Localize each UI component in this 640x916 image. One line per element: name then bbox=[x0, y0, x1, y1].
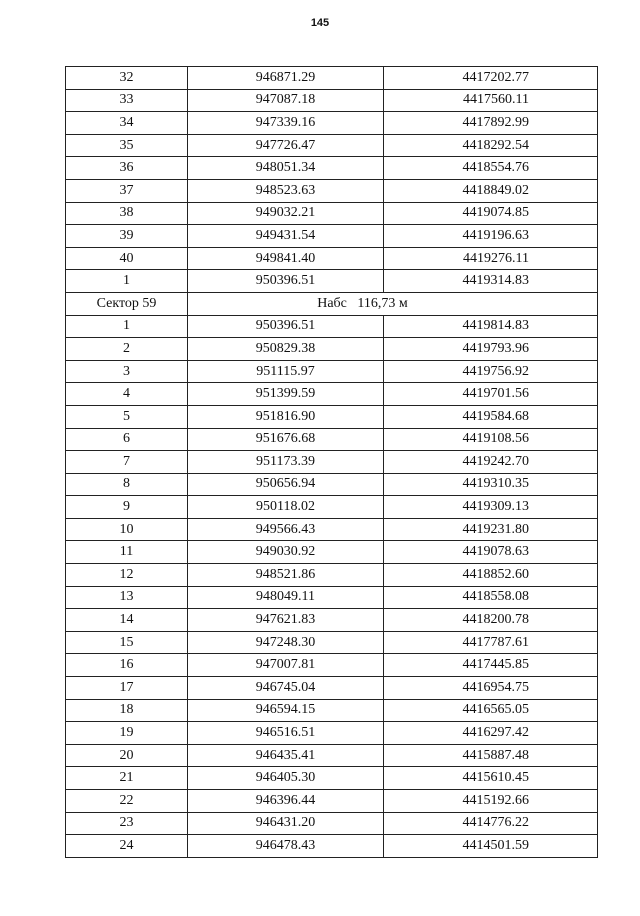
point-number: 13 bbox=[66, 586, 188, 609]
point-number: 39 bbox=[66, 225, 188, 248]
table-row bbox=[66, 699, 598, 722]
y-coordinate: 4419242.70 bbox=[384, 451, 598, 474]
x-coordinate: 948523.63 bbox=[188, 179, 384, 202]
table-row bbox=[66, 225, 598, 248]
y-coordinate: 4414776.22 bbox=[384, 812, 598, 835]
table-row bbox=[66, 67, 598, 90]
point-number: 18 bbox=[66, 699, 188, 722]
x-coordinate: 946396.44 bbox=[188, 790, 384, 813]
table-row bbox=[66, 767, 598, 790]
y-coordinate: 4419814.83 bbox=[384, 315, 598, 338]
x-coordinate: 951173.39 bbox=[188, 451, 384, 474]
height-label: Набс bbox=[317, 295, 347, 311]
y-coordinate: 4419701.56 bbox=[384, 383, 598, 406]
y-coordinate: 4417787.61 bbox=[384, 631, 598, 654]
y-coordinate: 4415887.48 bbox=[384, 744, 598, 767]
x-coordinate: 947007.81 bbox=[188, 654, 384, 677]
table-row bbox=[66, 677, 598, 700]
y-coordinate: 4418852.60 bbox=[384, 564, 598, 587]
table-row bbox=[66, 112, 598, 135]
point-number: 22 bbox=[66, 790, 188, 813]
sector-header bbox=[66, 292, 598, 315]
table-row bbox=[66, 812, 598, 835]
x-coordinate: 951676.68 bbox=[188, 428, 384, 451]
point-number: 7 bbox=[66, 451, 188, 474]
y-coordinate: 4418200.78 bbox=[384, 609, 598, 632]
x-coordinate: 949566.43 bbox=[188, 518, 384, 541]
x-coordinate: 946431.20 bbox=[188, 812, 384, 835]
x-coordinate: 949431.54 bbox=[188, 225, 384, 248]
point-number: 33 bbox=[66, 89, 188, 112]
table-row bbox=[66, 338, 598, 361]
point-number: 9 bbox=[66, 496, 188, 519]
x-coordinate: 946745.04 bbox=[188, 677, 384, 700]
sector-name: Сектор 59 bbox=[66, 292, 188, 315]
point-number: 17 bbox=[66, 677, 188, 700]
table-row bbox=[66, 134, 598, 157]
x-coordinate: 951115.97 bbox=[188, 360, 384, 383]
x-coordinate: 947248.30 bbox=[188, 631, 384, 654]
x-coordinate: 950396.51 bbox=[188, 270, 384, 293]
point-number: 24 bbox=[66, 835, 188, 858]
y-coordinate: 4417445.85 bbox=[384, 654, 598, 677]
point-number: 16 bbox=[66, 654, 188, 677]
y-coordinate: 4419584.68 bbox=[384, 405, 598, 428]
point-number: 20 bbox=[66, 744, 188, 767]
y-coordinate: 4419276.11 bbox=[384, 247, 598, 270]
point-number: 19 bbox=[66, 722, 188, 745]
x-coordinate: 951399.59 bbox=[188, 383, 384, 406]
table-row bbox=[66, 496, 598, 519]
point-number: 23 bbox=[66, 812, 188, 835]
y-coordinate: 4419756.92 bbox=[384, 360, 598, 383]
point-number: 3 bbox=[66, 360, 188, 383]
point-number: 1 bbox=[66, 315, 188, 338]
page-number: 145 bbox=[310, 17, 330, 29]
table-row bbox=[66, 315, 598, 338]
table-row bbox=[66, 518, 598, 541]
y-coordinate: 4419108.56 bbox=[384, 428, 598, 451]
table-row bbox=[66, 473, 598, 496]
point-number: 11 bbox=[66, 541, 188, 564]
y-coordinate: 4419231.80 bbox=[384, 518, 598, 541]
x-coordinate: 946478.43 bbox=[188, 835, 384, 858]
x-coordinate: 949030.92 bbox=[188, 541, 384, 564]
height-value: 116,73 м bbox=[357, 295, 408, 311]
x-coordinate: 946435.41 bbox=[188, 744, 384, 767]
x-coordinate: 948049.11 bbox=[188, 586, 384, 609]
table-row bbox=[66, 744, 598, 767]
y-coordinate: 4414501.59 bbox=[384, 835, 598, 858]
x-coordinate: 950396.51 bbox=[188, 315, 384, 338]
y-coordinate: 4419074.85 bbox=[384, 202, 598, 225]
point-number: 21 bbox=[66, 767, 188, 790]
y-coordinate: 4419314.83 bbox=[384, 270, 598, 293]
coordinates-table bbox=[65, 66, 598, 858]
y-coordinate: 4419310.35 bbox=[384, 473, 598, 496]
x-coordinate: 950118.02 bbox=[188, 496, 384, 519]
table-row bbox=[66, 405, 598, 428]
point-number: 5 bbox=[66, 405, 188, 428]
table-row bbox=[66, 790, 598, 813]
y-coordinate: 4419196.63 bbox=[384, 225, 598, 248]
sector-row bbox=[66, 292, 598, 315]
point-number: 6 bbox=[66, 428, 188, 451]
point-number: 40 bbox=[66, 247, 188, 270]
x-coordinate: 951816.90 bbox=[188, 405, 384, 428]
point-number: 12 bbox=[66, 564, 188, 587]
table-row bbox=[66, 722, 598, 745]
point-number: 38 bbox=[66, 202, 188, 225]
x-coordinate: 948521.86 bbox=[188, 564, 384, 587]
table-row bbox=[66, 89, 598, 112]
table-row bbox=[66, 383, 598, 406]
point-number: 14 bbox=[66, 609, 188, 632]
point-number: 36 bbox=[66, 157, 188, 180]
x-coordinate: 946594.15 bbox=[188, 699, 384, 722]
y-coordinate: 4419793.96 bbox=[384, 338, 598, 361]
point-number: 8 bbox=[66, 473, 188, 496]
x-coordinate: 946405.30 bbox=[188, 767, 384, 790]
x-coordinate: 949841.40 bbox=[188, 247, 384, 270]
table-row bbox=[66, 428, 598, 451]
y-coordinate: 4417892.99 bbox=[384, 112, 598, 135]
table-row bbox=[66, 564, 598, 587]
x-coordinate: 947726.47 bbox=[188, 134, 384, 157]
table-row bbox=[66, 609, 598, 632]
x-coordinate: 946871.29 bbox=[188, 67, 384, 90]
point-number: 35 bbox=[66, 134, 188, 157]
y-coordinate: 4419078.63 bbox=[384, 541, 598, 564]
point-number: 32 bbox=[66, 67, 188, 90]
y-coordinate: 4418292.54 bbox=[384, 134, 598, 157]
table-row bbox=[66, 451, 598, 474]
y-coordinate: 4416954.75 bbox=[384, 677, 598, 700]
y-coordinate: 4418554.76 bbox=[384, 157, 598, 180]
point-number: 2 bbox=[66, 338, 188, 361]
table-row bbox=[66, 157, 598, 180]
y-coordinate: 4415192.66 bbox=[384, 790, 598, 813]
y-coordinate: 4416565.05 bbox=[384, 699, 598, 722]
y-coordinate: 4417202.77 bbox=[384, 67, 598, 90]
x-coordinate: 950829.38 bbox=[188, 338, 384, 361]
table-row bbox=[66, 541, 598, 564]
y-coordinate: 4418558.08 bbox=[384, 586, 598, 609]
point-number: 10 bbox=[66, 518, 188, 541]
point-number: 37 bbox=[66, 179, 188, 202]
table-row bbox=[66, 654, 598, 677]
table-body-upper bbox=[66, 67, 598, 293]
table-row bbox=[66, 631, 598, 654]
table-row bbox=[66, 202, 598, 225]
x-coordinate: 947621.83 bbox=[188, 609, 384, 632]
y-coordinate: 4418849.02 bbox=[384, 179, 598, 202]
table-row bbox=[66, 835, 598, 858]
y-coordinate: 4416297.42 bbox=[384, 722, 598, 745]
table-row bbox=[66, 247, 598, 270]
x-coordinate: 949032.21 bbox=[188, 202, 384, 225]
x-coordinate: 946516.51 bbox=[188, 722, 384, 745]
y-coordinate: 4419309.13 bbox=[384, 496, 598, 519]
sector-height bbox=[188, 292, 598, 315]
y-coordinate: 4415610.45 bbox=[384, 767, 598, 790]
table-row bbox=[66, 270, 598, 293]
x-coordinate: 950656.94 bbox=[188, 473, 384, 496]
x-coordinate: 947087.18 bbox=[188, 89, 384, 112]
x-coordinate: 948051.34 bbox=[188, 157, 384, 180]
y-coordinate: 4417560.11 bbox=[384, 89, 598, 112]
table-row bbox=[66, 179, 598, 202]
table-row bbox=[66, 360, 598, 383]
point-number: 4 bbox=[66, 383, 188, 406]
point-number: 1 bbox=[66, 270, 188, 293]
point-number: 15 bbox=[66, 631, 188, 654]
point-number: 34 bbox=[66, 112, 188, 135]
table-body-lower bbox=[66, 315, 598, 857]
table-row bbox=[66, 586, 598, 609]
x-coordinate: 947339.16 bbox=[188, 112, 384, 135]
